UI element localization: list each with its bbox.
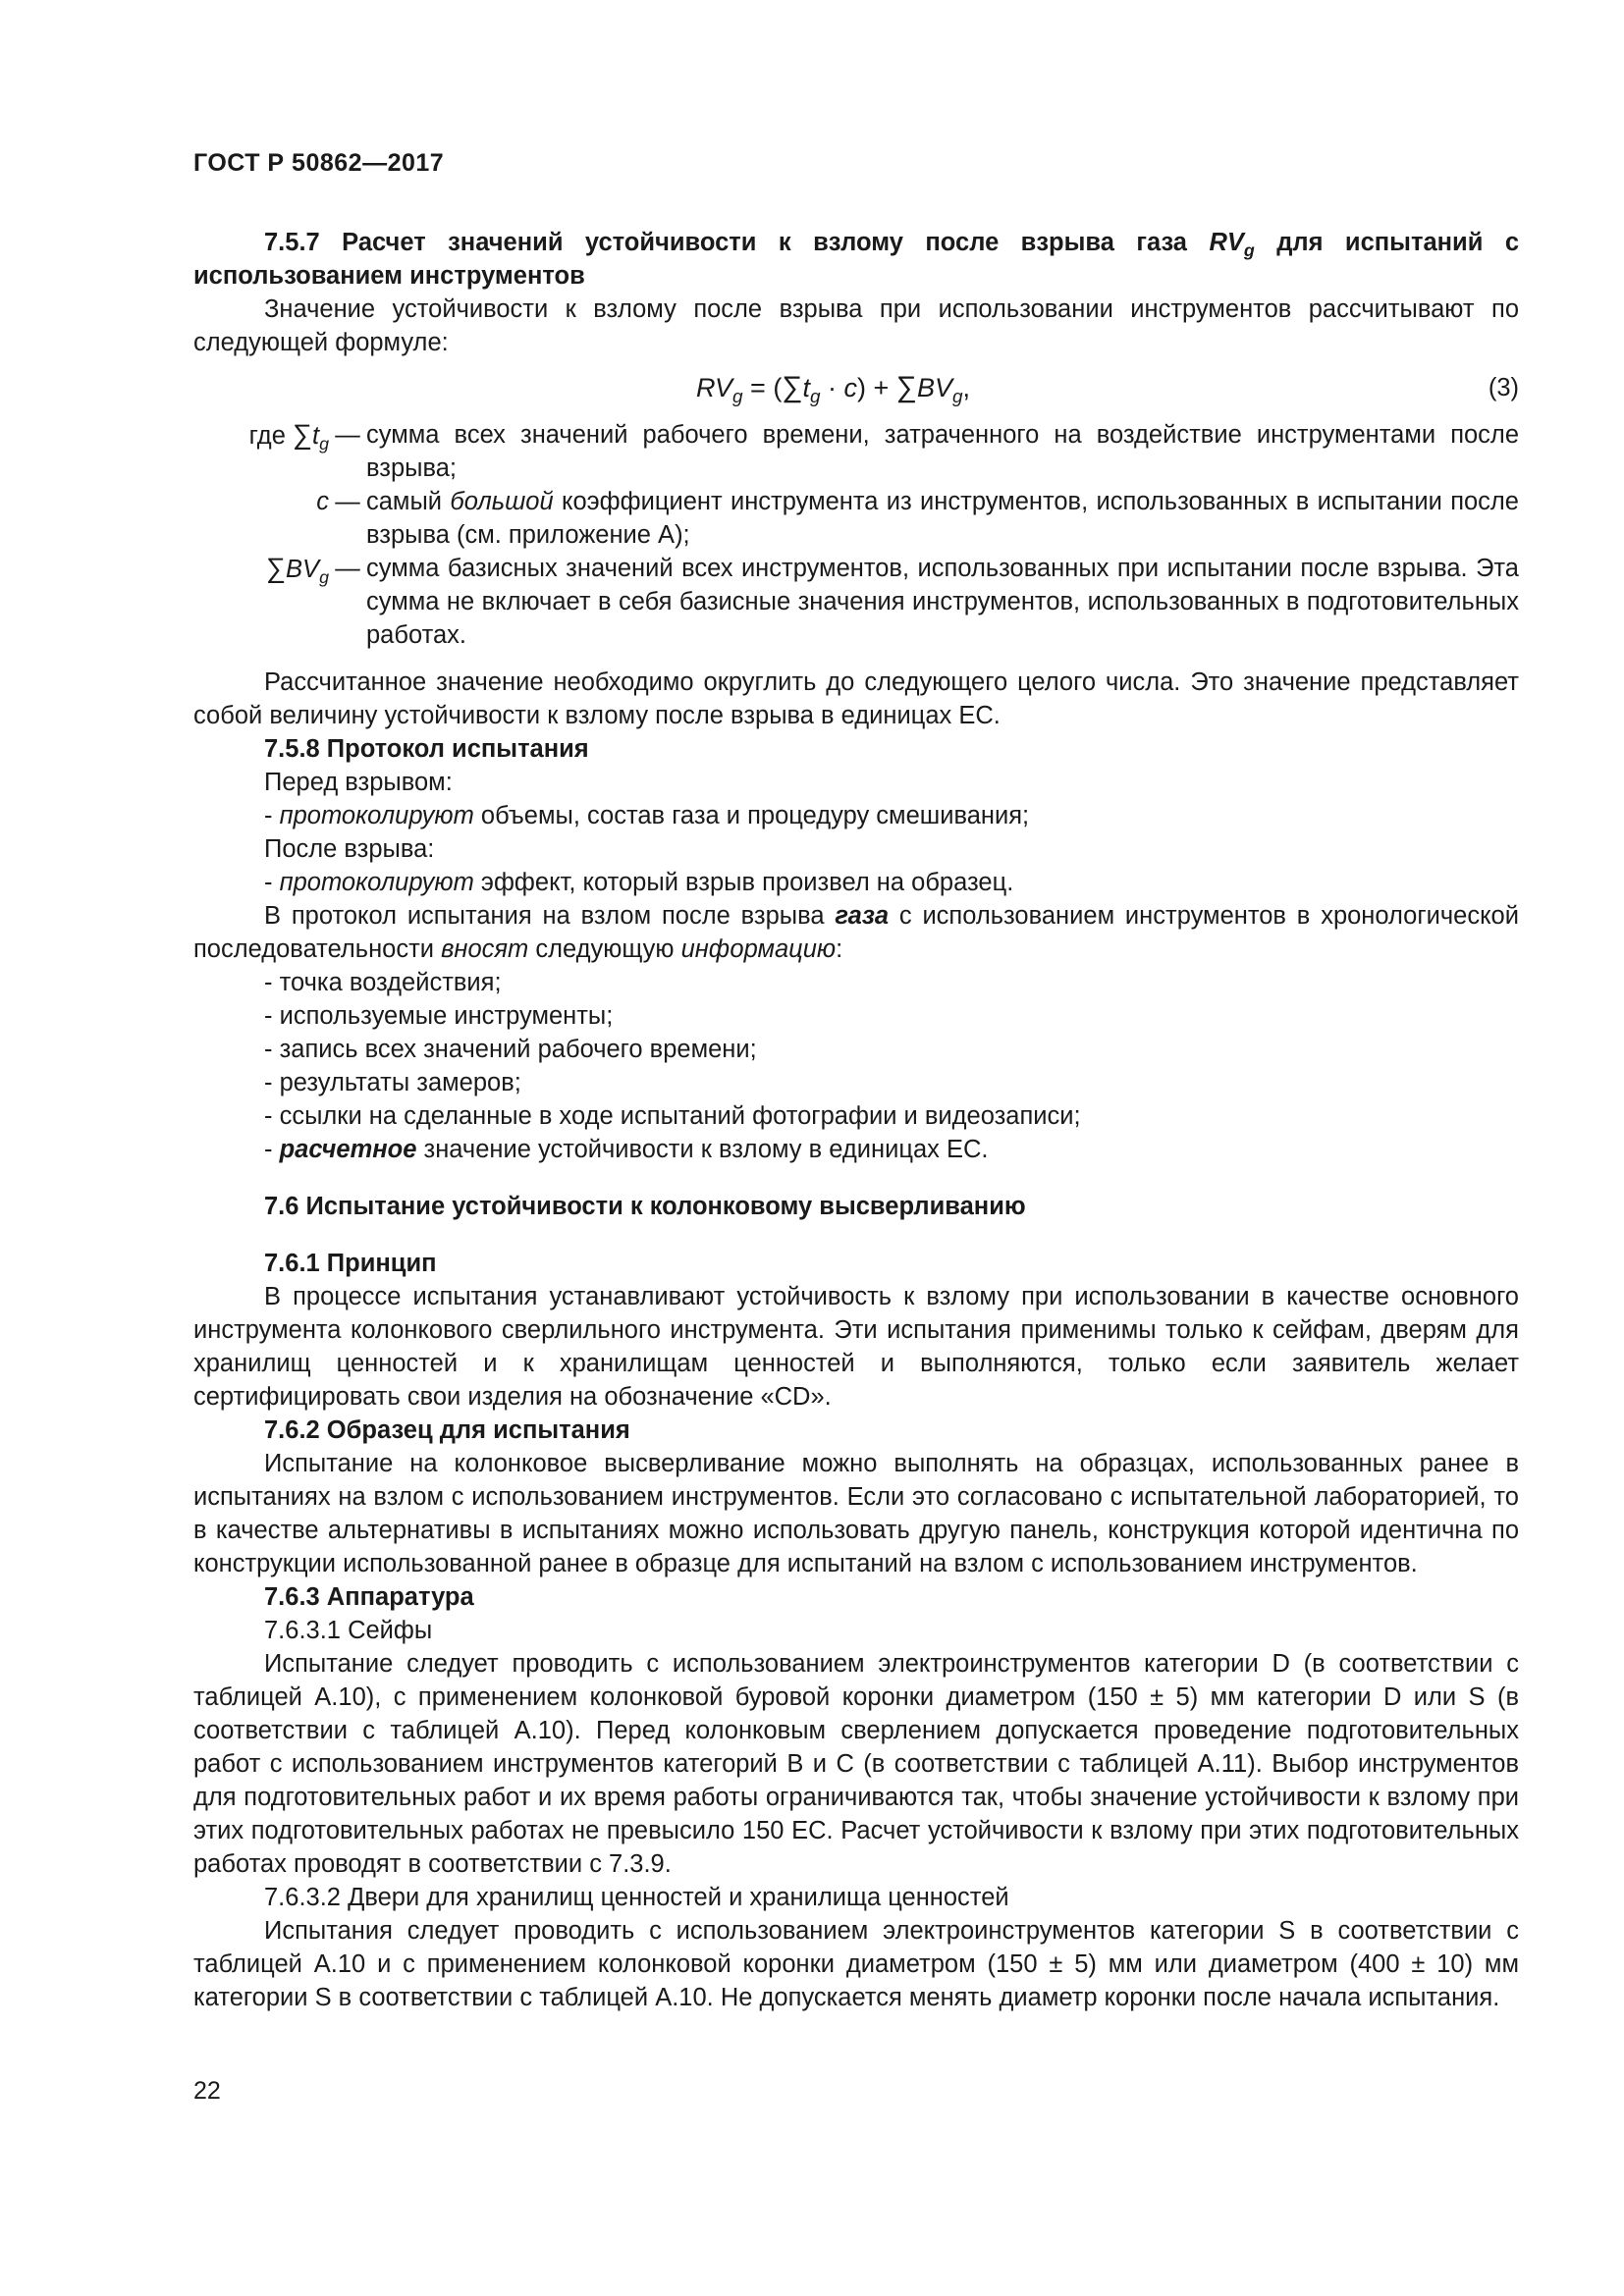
sigma-symbol: ∑ bbox=[782, 371, 803, 403]
section-7-6-3-1-text: Испытание следует проводить с использованием электроинструментов категории D (в соответствии с таблицей А.10), с применением колонковой буровой коронки диаметром (150 ± 5) мм категории D или S (в соответствии с таблицей А.10). Перед колонковым сверлением допускается проведение подготовительных работ с использованием инструментов категорий В и С (в соответствии с таблицей А.11). Выбор инструментов для подготовительных работ и их время работы ограничиваются так, чтобы значение устойчивости к взлому при этих подготовительных работах не превысило 150 ЕС. Расчет устойчивости к взлому при этих подготовительных работах проводят в соответствии с 7.3.9. bbox=[193, 1650, 1519, 1878]
section-7-6-2-title: 7.6.2 Образец для испытания bbox=[264, 1416, 630, 1444]
after-explosion-item: - протоколируют эффект, который взрыв произвел на образец. bbox=[264, 869, 1014, 896]
list-item: - используемые инструменты; bbox=[264, 1002, 614, 1030]
list-item: - запись всех значений рабочего времени; bbox=[264, 1036, 757, 1063]
section-7-6-3-2-title: 7.6.3.2 Двери для хранилищ ценностей и хранилища ценностей bbox=[264, 1884, 1009, 1911]
definition-sum-bv: $\sum BV_g$ — сумма базисных значений всех инструментов, использованных при испытании после взрыва. Эта сумма не включает в себя базисные значения инструментов, использованных в подготовительных работах. bbox=[266, 553, 1519, 649]
definition-c: c — самый большой коэффициент инструмента из инструментов, использованных в испытании после взрыва (см. приложение А); bbox=[316, 488, 1519, 549]
rounding-paragraph: Рассчитанное значение необходимо округлить до следующего целого числа. Это значение представляет собой величину устойчивости к взлому после взрыва в единицах ЕС. bbox=[193, 668, 1519, 729]
section-7-6-3-1-title: 7.6.3.1 Сейфы bbox=[264, 1617, 433, 1644]
section-7-6-2-text: Испытание на колонковое высверливание можно выполнять на образцах, использованных ранее в испытаниях на взлом с использованием инструментов. Если это согласовано с испытательной лабораторией, то в качестве альтернативы в испытаниях можно использовать другую панель, конструкция которой идентична по конструкции использованной ранее в образце для испытаний на взлом с использованием инструментов. bbox=[193, 1450, 1519, 1577]
section-7-5-7-intro: Значение устойчивости к взлому после взрыва при использовании инструментов рассчитывают по следующей формуле: bbox=[193, 295, 1519, 356]
section-7-6-1-text: В процессе испытания устанавливают устойчивость к взлому при использовании в качестве основного инструмента колонкового сверлильного инструмента. Эти испытания применимы только к сейфам, дверям для хранилищ ценностей и к хранилищам ценностей и выполняются, только если заявитель желает сертифицировать свои изделия на обозначение «CD». bbox=[193, 1283, 1519, 1411]
section-7-5-7-title: 7.5.7 Расчет значений устойчивости к взлому после взрыва газа $RV_g$ для испытаний с использованием инструментов bbox=[193, 229, 1520, 290]
document-code: ГОСТ Р 50862—2017 bbox=[193, 149, 445, 177]
formula-definitions bbox=[193, 418, 1519, 652]
formula-number: (3) bbox=[1488, 374, 1519, 401]
list-item: - расчетное значение устойчивости к взлому в единицах ЕС. bbox=[264, 1136, 989, 1163]
sigma-symbol: ∑ bbox=[895, 371, 917, 403]
section-7-6-3-title: 7.6.3 Аппаратура bbox=[264, 1583, 474, 1611]
definition-sum-t: где $\sum t_g$ — сумма всех значений рабочего времени, затраченного на воздействие инструментами после взрыва; bbox=[248, 419, 1519, 482]
section-7-6-title: 7.6 Испытание устойчивости к колонковому высверливанию bbox=[264, 1193, 1026, 1220]
list-item: - результаты замеров; bbox=[264, 1069, 521, 1096]
formula-3 bbox=[193, 363, 1519, 410]
before-explosion-item: - протоколируют объемы, состав газа и процедуру смешивания; bbox=[264, 802, 1030, 829]
before-explosion-label: Перед взрывом: bbox=[264, 769, 453, 796]
list-item: - ссылки на сделанные в ходе испытаний фотографии и видеозаписи; bbox=[264, 1102, 1081, 1130]
section-7-6-3-2-text: Испытания следует проводить с использованием электроинструментов категории S в соответствии с таблицей А.10 и с применением колонковой коронки диаметром (150 ± 5) мм или диаметром (400 ± 10) мм категории S в соответствии с таблицей А.10. Не допускается менять диаметр коронки после начала испытания. bbox=[193, 1917, 1519, 2011]
section-7-6-1-title: 7.6.1 Принцип bbox=[264, 1250, 437, 1277]
page-content bbox=[193, 226, 1519, 2014]
after-explosion-label: После взрыва: bbox=[264, 835, 435, 863]
protocol-paragraph: В протокол испытания на взлом после взрыва газа с использованием инструментов в хронологической последовательности вносят следующую информацию: bbox=[193, 902, 1519, 963]
formula-expression: $RV_g = (\sum t_g \cdot c) + \sum BV_g$, bbox=[696, 371, 971, 407]
list-item: - точка воздействия; bbox=[264, 969, 502, 996]
section-7-5-8-title: 7.5.8 Протокол испытания bbox=[264, 735, 589, 763]
page-number: 22 bbox=[193, 2077, 221, 2105]
